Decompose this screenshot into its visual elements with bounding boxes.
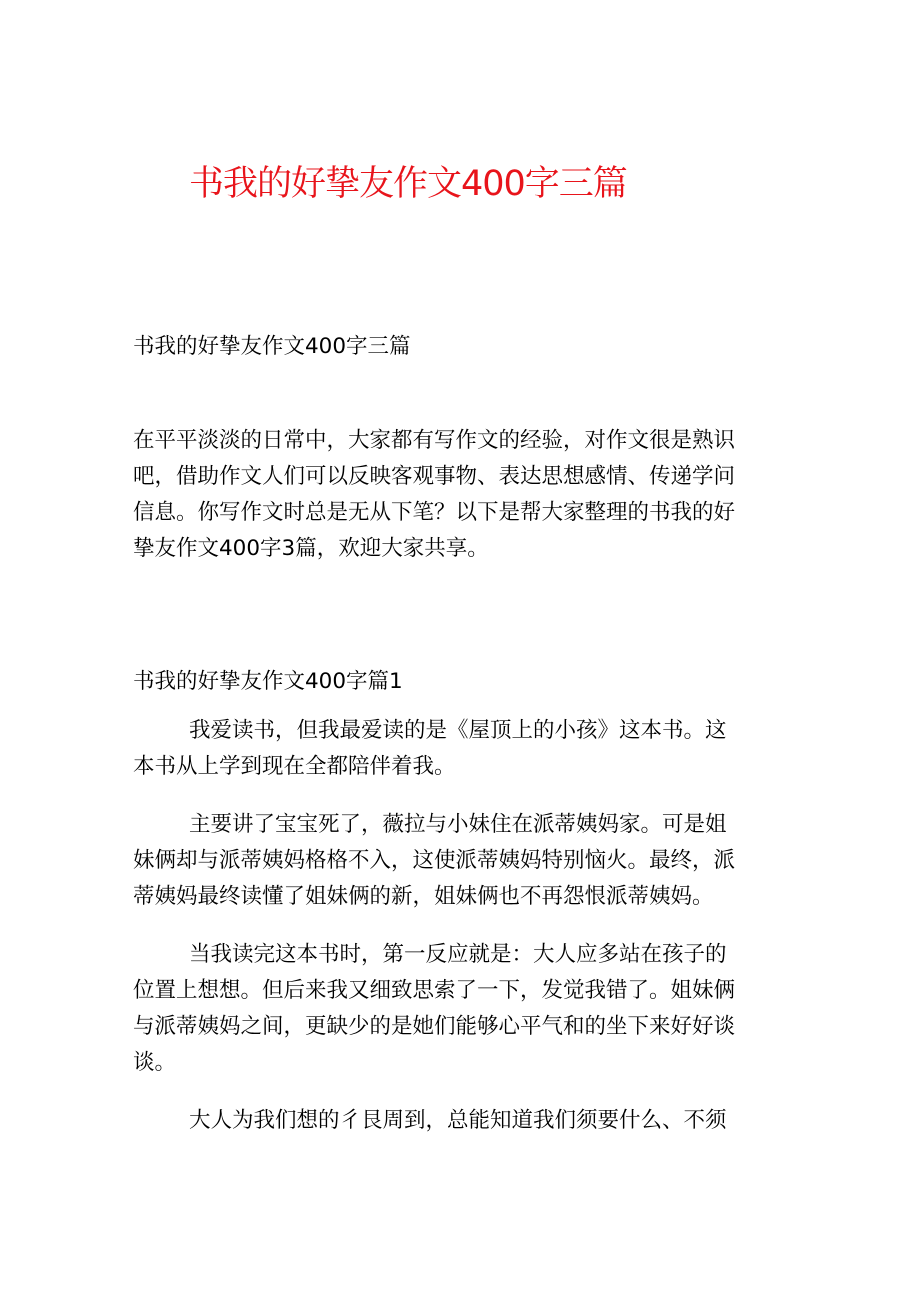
paragraph-line: 大人为我们想的彳艮周到，总能知道我们须要什么、不须 <box>189 1108 727 1133</box>
section-heading: 书我的好挚友作文400字篇1 <box>133 669 403 694</box>
essay-body <box>133 713 793 1139</box>
intro-line: 挚友作文400字3篇，欢迎大家共享。 <box>133 536 489 561</box>
paragraph-line: 与派蒂姨妈之间，更缺少的是她们能够心平气和的坐下来好好谈 <box>133 1014 736 1039</box>
intro-line: 吧，借助作文人们可以反映客观事物、表达思想感情、传递学问 <box>133 464 736 489</box>
paragraph-line: 蒂姨妈最终读懂了姐妹俩的新，姐妹俩也不再怨恨派蒂姨妈。 <box>133 884 714 909</box>
paragraph-line: 妹俩却与派蒂姨妈格格不入，这使派蒂姨妈特别恼火。最终，派 <box>133 848 736 873</box>
paragraph-line: 位置上想想。但后来我又细致思索了一下，发觉我错了。姐妹俩 <box>133 978 736 1003</box>
paragraph-line: 本书从上学到现在全都陪伴着我。 <box>133 754 456 779</box>
paragraph-line: 谈。 <box>133 1050 177 1075</box>
intro-line: 在平平淡淡的日常中，大家都有写作文的经验，对作文很是熟识 <box>133 428 736 453</box>
paragraph-line: 当我读完这本书时，第一反应就是：大人应多站在孩子的 <box>189 942 727 967</box>
essay-paragraph <box>133 937 793 1081</box>
essay-paragraph <box>133 807 793 915</box>
essay-paragraph <box>133 713 793 785</box>
paragraph-line: 主要讲了宝宝死了，薇拉与小妹住在派蒂姨妈家。可是姐 <box>189 812 727 837</box>
intro-paragraph <box>133 423 793 567</box>
document-subtitle: 书我的好挚友作文400字三篇 <box>133 334 411 359</box>
intro-line: 信息。你写作文时总是无从下笔？以下是帮大家整理的书我的好 <box>133 500 736 525</box>
paragraph-line: 我爱读书，但我最爱读的是《屋顶上的小孩》这本书。这 <box>189 718 727 743</box>
essay-paragraph <box>133 1103 793 1139</box>
document-title: 书我的好挚友作文400字三篇 <box>189 164 627 204</box>
